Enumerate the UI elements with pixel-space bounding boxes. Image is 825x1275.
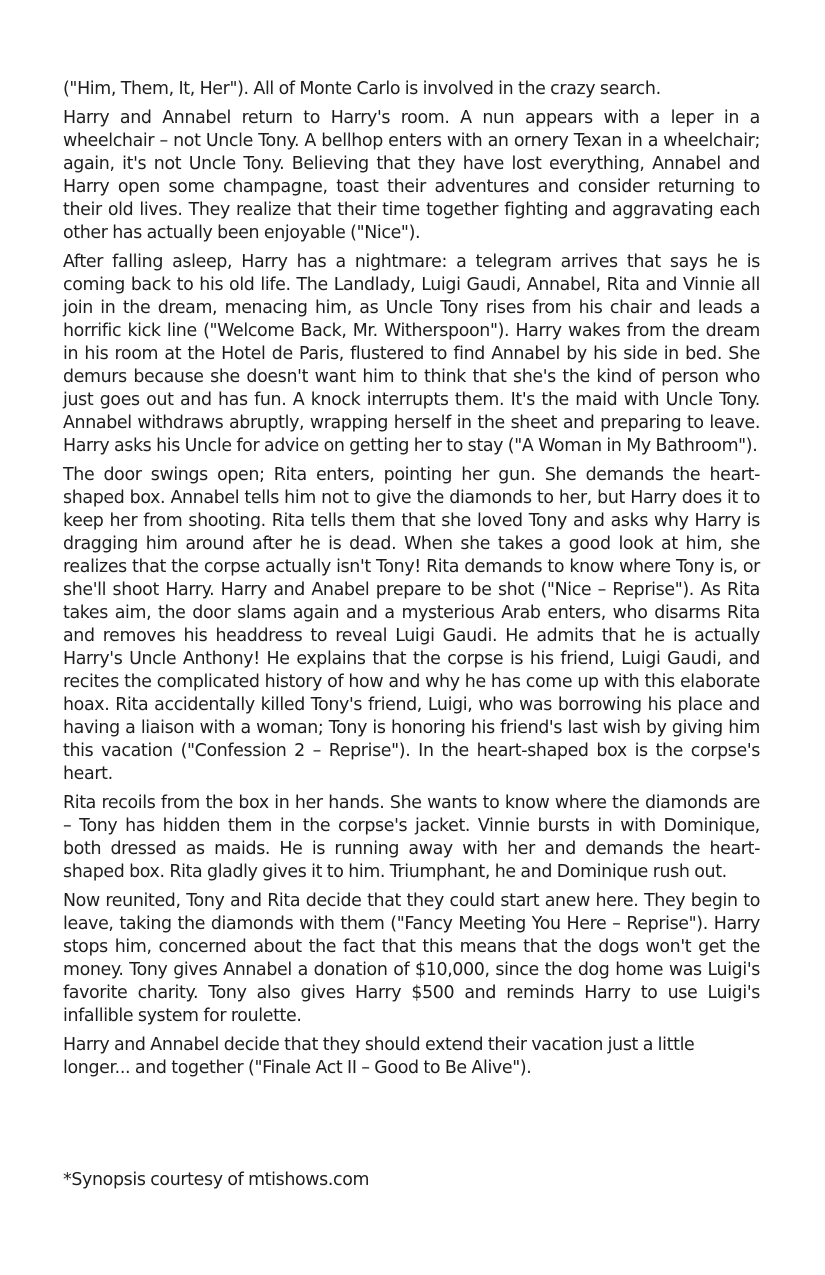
synopsis-paragraph: After falling asleep, Harry has a nightmare: a telegram arrives that says he is coming back to his old life. The Landlady, Luigi Gaudi, Annabel, Rita and Vinnie all join in the dream, menacing him, as Uncle Tony rises from his chair and leads a horrific kick line ("Welcome Back, Mr. Witherspoon"). Harry wakes from the dream in his room at the Hotel de Paris, flustered to find Annabel by his side in bed. She demurs because she doesn't want him to think that she's the kind of person who just goes out and has fun. A knock interrupts them. It's the maid with Uncle Tony. Annabel withdraws abruptly, wrapping herself in the sheet and preparing to leave. Harry asks his Uncle for advice on getting her to stay ("A Woman in My Bathroom"). xyxy=(63,252,760,456)
synopsis-paragraph: Rita recoils from the box in her hands. She wants to know where the diamonds are – Tony has hidden them in the corpse's jacket. Vinnie bursts in with Dominique, both dressed as maids. He is running away with her and demands the heart-shaped box. Rita gladly gives it to him. Triumphant, he and Dominique rush out. xyxy=(63,793,760,882)
synopsis-credit: *Synopsis courtesy of mtishows.com xyxy=(63,1170,370,1190)
synopsis-body xyxy=(63,78,760,1086)
synopsis-paragraph: Harry and Annabel decide that they should extend their vacation just a little longer... and together ("Finale Act II – Good to Be Alive"). xyxy=(63,1035,695,1078)
synopsis-paragraph: The door swings open; Rita enters, pointing her gun. She demands the heart-shaped box. Annabel tells him not to give the diamonds to her, but Harry does it to keep her from shooting. Rita tells them that she loved Tony and asks why Harry is dragging him around after he is dead. When she takes a good look at him, she realizes that the corpse actually isn't Tony! Rita demands to know where Tony is, or she'll shoot Harry. Harry and Anabel prepare to be shot ("Nice – Reprise"). As Rita takes aim, the door slams again and a mysterious Arab enters, who disarms Rita and removes his headdress to reveal Luigi Gaudi. He admits that he is actually Harry's Uncle Anthony! He explains that the corpse is his friend, Luigi Gaudi, and recites the complicated history of how and why he has come up with this elaborate hoax. Rita accidentally killed Tony's friend, Luigi, who was borrowing his place and having a liaison with a woman; Tony is honoring his friend's last wish by giving him this vacation ("Confession 2 – Reprise"). In the heart-shaped box is the corpse's heart. xyxy=(63,465,760,784)
synopsis-paragraph: ("Him, Them, It, Her"). All of Monte Carlo is involved in the crazy search. xyxy=(63,79,661,99)
synopsis-paragraph: Now reunited, Tony and Rita decide that they could start anew here. They begin to leave, taking the diamonds with them ("Fancy Meeting You Here – Reprise"). Harry stops him, concerned about the fact that this means that the dogs won't get the money. Tony gives Annabel a donation of $10,000, since the dog home was Luigi's favorite charity. Tony also gives Harry $500 and reminds Harry to use Luigi's infallible system for roulette. xyxy=(63,891,760,1026)
synopsis-paragraph: Harry and Annabel return to Harry's room. A nun appears with a leper in a wheelchair – not Uncle Tony. A bellhop enters with an ornery Texan in a wheelchair; again, it's not Uncle Tony. Believing that they have lost everything, Annabel and Harry open some champagne, toast their adventures and consider returning to their old lives. They realize that their time together fighting and aggravating each other has actually been enjoyable ("Nice"). xyxy=(63,108,760,243)
